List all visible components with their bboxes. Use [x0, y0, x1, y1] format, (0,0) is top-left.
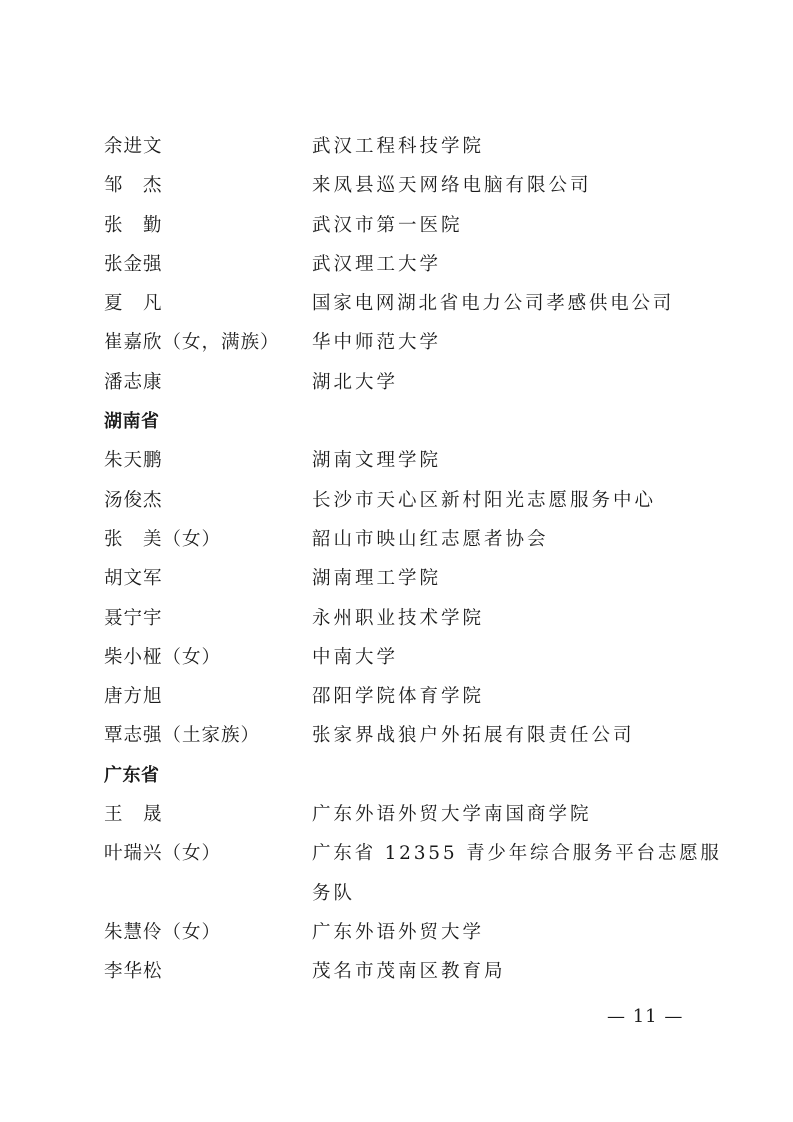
- list-item: [104, 481, 704, 520]
- list-item: [104, 559, 704, 598]
- list-item-continuation: [104, 874, 704, 913]
- list-item: [104, 834, 722, 873]
- person-name: 王 晟: [104, 804, 163, 826]
- person-name: 柴小桠（女）: [104, 646, 222, 668]
- page-number: — 11 —: [607, 1006, 684, 1027]
- organization-line-1: 广东省 12355 青少年综合服务平台志愿服: [312, 843, 722, 865]
- person-name: 崔嘉欣（女，满族）: [104, 332, 280, 354]
- organization: 韶山市映山红志愿者协会: [312, 528, 549, 550]
- person-name: 张金强: [104, 253, 163, 275]
- organization: 华中师范大学: [312, 332, 442, 354]
- organization: 湖南文理学院: [312, 450, 442, 472]
- list-item: [104, 127, 704, 166]
- organization: 广东外语外贸大学南国商学院: [312, 804, 592, 826]
- list-item: [104, 716, 704, 755]
- organization: 武汉市第一医院: [312, 214, 463, 236]
- person-name: 李华松: [104, 961, 163, 983]
- organization: 长沙市天心区新村阳光志愿服务中心: [312, 489, 657, 511]
- organization: 武汉工程科技学院: [312, 136, 485, 157]
- person-name: 胡文军: [104, 568, 163, 590]
- person-name: 张 勤: [104, 214, 163, 236]
- province-heading-hunan: 湖南省: [104, 411, 160, 433]
- organization: 武汉理工大学: [312, 253, 442, 275]
- person-name: 唐方旭: [104, 686, 163, 708]
- list-item: [104, 913, 704, 952]
- person-name: 覃志强（土家族）: [104, 725, 261, 747]
- list-item: [104, 323, 704, 362]
- award-list: [104, 127, 722, 992]
- list-item: [104, 638, 704, 677]
- list-item: [104, 245, 704, 284]
- person-name: 聂宁宇: [104, 607, 163, 629]
- organization: 湖南理工学院: [312, 568, 442, 590]
- organization: 永州职业技术学院: [312, 607, 485, 629]
- list-item: [104, 520, 704, 559]
- list-item: [104, 599, 704, 638]
- list-item: [104, 441, 704, 480]
- organization-line-2: 务队: [312, 882, 356, 904]
- list-item: [104, 284, 704, 323]
- province-heading-guangdong: 广东省: [104, 764, 160, 786]
- organization: 国家电网湖北省电力公司孝感供电公司: [312, 293, 675, 315]
- person-name: 汤俊杰: [104, 489, 163, 511]
- list-item: [104, 166, 704, 205]
- organization: 茂名市茂南区教育局: [312, 961, 506, 983]
- organization: 张家界战狼户外拓展有限责任公司: [312, 725, 635, 747]
- list-item: [104, 363, 704, 402]
- person-name: 邹 杰: [104, 175, 163, 197]
- person-name: 张 美（女）: [104, 528, 222, 550]
- organization: 中南大学: [312, 646, 399, 668]
- list-item: [104, 795, 704, 834]
- person-name: 夏 凡: [104, 293, 163, 315]
- person-name: 余进文: [104, 136, 163, 157]
- person-name: 叶瑞兴（女）: [104, 843, 222, 865]
- list-item: [104, 952, 704, 991]
- list-item: [104, 206, 704, 245]
- organization: 湖北大学: [312, 371, 399, 393]
- list-item: [104, 677, 704, 716]
- organization: 广东外语外贸大学: [312, 921, 485, 943]
- organization: 邵阳学院体育学院: [312, 686, 485, 708]
- person-name: 朱天鹏: [104, 450, 163, 472]
- organization: 来凤县巡天网络电脑有限公司: [312, 175, 592, 197]
- person-name: 朱慧伶（女）: [104, 921, 222, 943]
- person-name: 潘志康: [104, 371, 163, 393]
